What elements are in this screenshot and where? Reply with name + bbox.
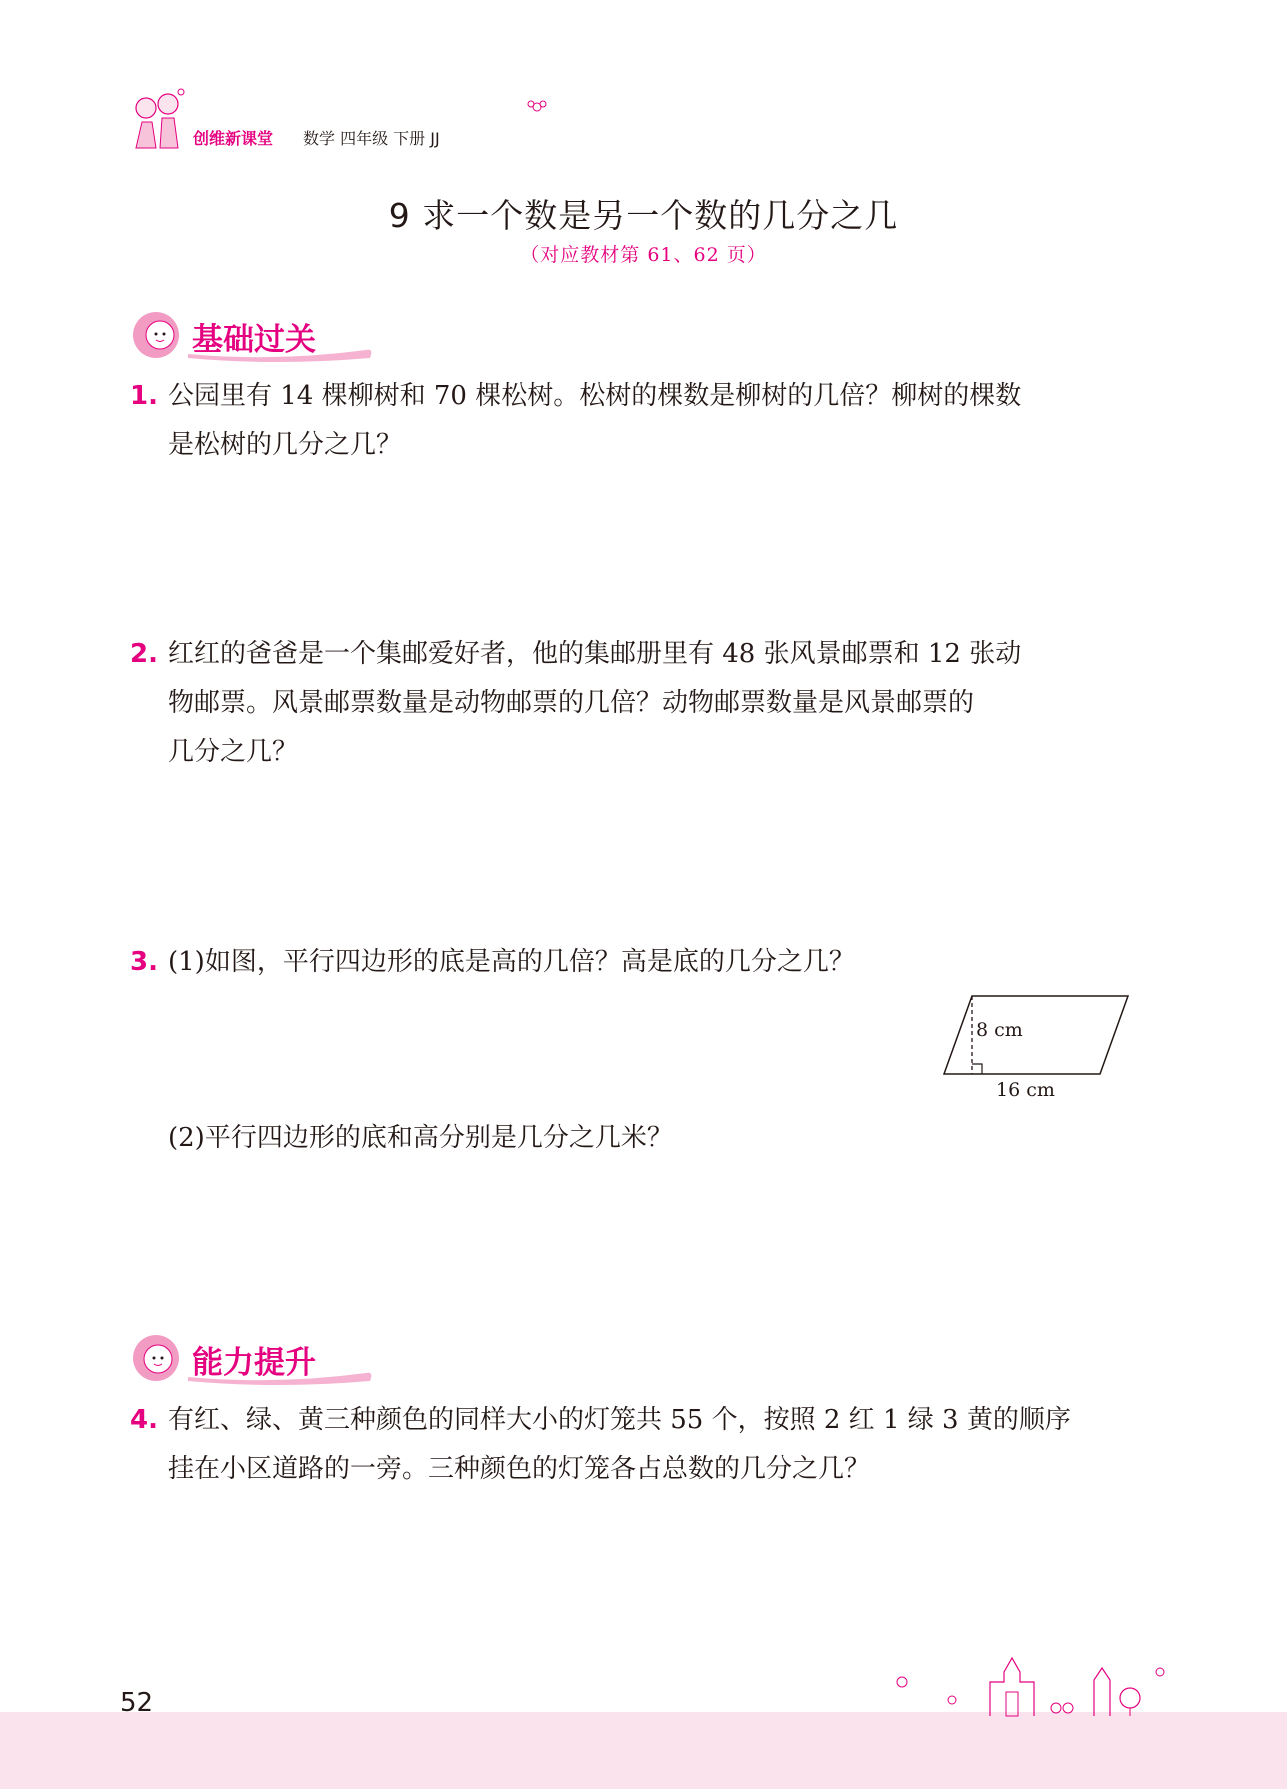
section-header-advanced — [130, 1333, 380, 1383]
question-1 — [130, 372, 1130, 470]
question-2 — [130, 630, 1130, 777]
parallelogram-figure — [936, 990, 1136, 1100]
height-label: 8 cm — [976, 1019, 1023, 1041]
question-line: 红红的爸爸是一个集邮爱好者，他的集邮册里有 48 张风景邮票和 12 张动 — [168, 639, 1022, 669]
textbook-reference: （对应教材第 61、62 页） — [520, 244, 767, 266]
page-number: 52 — [120, 1688, 154, 1718]
children-illustration-icon — [128, 86, 190, 156]
section-label: 能力提升 — [192, 1345, 316, 1381]
base-label: 16 cm — [996, 1079, 1055, 1100]
section-header-basic — [130, 310, 380, 360]
question-number: 1. — [130, 381, 158, 411]
question-3-part-2 — [130, 1114, 1130, 1163]
subject-info: 数学 四年级 下册 JJ — [303, 129, 440, 148]
question-3 — [130, 938, 1130, 987]
question-number: 3. — [130, 947, 158, 977]
question-line: 是松树的几分之几？ — [168, 430, 403, 460]
question-number: 2. — [130, 639, 158, 669]
question-line: (2)平行四边形的底和高分别是几分之几米？ — [168, 1123, 673, 1153]
question-line: 公园里有 14 棵柳树和 70 棵松树。松树的棵数是柳树的几倍？柳树的棵数 — [168, 381, 1022, 411]
question-line: 挂在小区道路的一旁。三种颜色的灯笼各占总数的几分之几？ — [168, 1454, 871, 1484]
question-number: 4. — [130, 1405, 158, 1435]
question-4 — [130, 1396, 1130, 1494]
boy-avatar-icon — [130, 1333, 186, 1383]
page-title: 9 求一个数是另一个数的几分之几 — [388, 196, 899, 235]
flower-deco-icon — [526, 98, 548, 116]
brand-name: 创维新课堂 — [193, 129, 274, 148]
page-header — [128, 86, 528, 156]
question-line: 几分之几？ — [168, 737, 299, 767]
footer-band — [0, 1712, 1287, 1789]
section-label: 基础过关 — [192, 322, 316, 358]
castle-illustration-icon — [880, 1646, 1180, 1718]
question-line: (1)如图，平行四边形的底是高的几倍？高是底的几分之几？ — [168, 947, 855, 977]
question-line: 物邮票。风景邮票数量是动物邮票的几倍？动物邮票数量是风景邮票的 — [168, 688, 975, 718]
girl-avatar-icon — [130, 310, 186, 360]
question-line: 有红、绿、黄三种颜色的同样大小的灯笼共 55 个，按照 2 红 1 绿 3 黄的顺序 — [168, 1405, 1071, 1435]
